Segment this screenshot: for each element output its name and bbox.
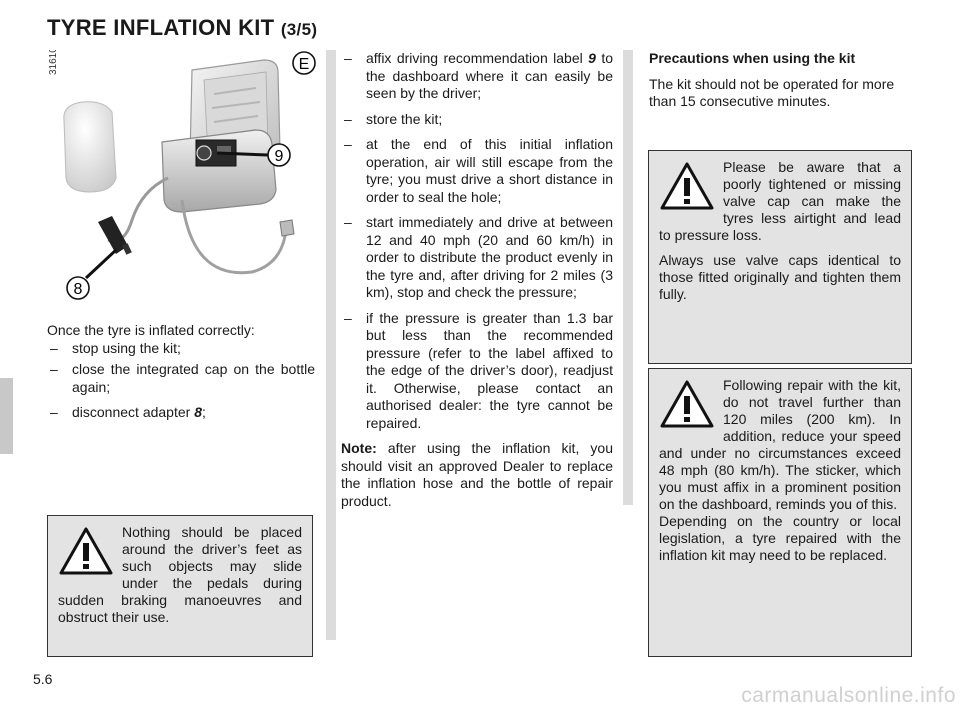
precautions-heading: Precautions when using the kit: [649, 50, 856, 66]
list-item: – start immediately and drive at between 12 and 40 mph (20 and 60 km/h) in order to distribute the product evenly in the tyre and, after driving for 2 miles (3 km), stop and check the pressure;: [341, 214, 613, 302]
warning-box-repair: [648, 368, 912, 657]
page-number: 5.6: [33, 671, 53, 687]
warning-text: Following repair with the kit, do not travel further than 120 miles (200 km). In addition, reduce your speed and under no circumstances exceed 48 mph (80 km/h). The sticker, which you must affix in a prominent position on the dashboard, reminds you of this.: [659, 377, 901, 512]
warning-box-valve: [648, 150, 912, 364]
item-end: ;: [202, 404, 206, 420]
note-paragraph: [341, 440, 613, 510]
warning-text: Nothing should be placed around the driver’s feet as such objects may slide under the pedals during sudden braking manoeuvres and obstruct their use.: [58, 524, 302, 625]
column-separator-right: [623, 50, 633, 505]
note-text: after using the inflation kit, you should visit an approved Dealer to replace the inflation hose and the bottle of repair product.: [341, 440, 613, 509]
list-item: [341, 50, 613, 103]
list-item: – close the integrated cap on the bottle again;: [47, 361, 315, 396]
kit-illustration: [42, 50, 317, 310]
column-3: [649, 50, 913, 119]
kit-drawing: [42, 50, 317, 310]
warning-text: Depending on the country or local legislation, a tyre repaired with the inflation kit may need to be replaced.: [659, 513, 901, 563]
warning-text: Always use valve caps identical to those fitted originally and tighten them fully.: [659, 252, 901, 302]
figure-ref-code: 31610: [48, 50, 59, 75]
item-text: affix driving recommendation label: [366, 50, 589, 66]
col1-intro: Once the tyre is inflated correctly:: [47, 322, 255, 338]
item-ref: 8: [194, 404, 202, 420]
callout-8: 8: [73, 281, 83, 298]
figure-label-e: E: [298, 56, 310, 73]
column-2: [341, 50, 613, 518]
warning-box-feet: [47, 515, 313, 657]
warning-triangle-icon: [58, 526, 114, 576]
col1-list: [47, 340, 315, 422]
list-item: [47, 404, 315, 422]
list-item: – if the pressure is greater than 1.3 bar but less than the recommended pressure (refer to the label affixed to the edge of the driver’s door), readjust it. Otherwise, please contact an authorised dealer: the tyre cannot be repaired.: [341, 310, 613, 433]
watermark: carmanualsonline.info: [741, 684, 956, 707]
item-ref: 9: [588, 50, 596, 66]
chapter-tab: [0, 378, 13, 454]
column-separator-left: [326, 50, 336, 640]
title-text: TYRE INFLATION KIT: [47, 15, 275, 40]
title-part: (3/5): [280, 20, 318, 39]
item-text: disconnect adapter: [72, 404, 195, 420]
warning-triangle-icon: [659, 379, 715, 429]
column-1: [47, 322, 315, 430]
list-item: – stop using the kit;: [47, 340, 315, 358]
page-title: [47, 15, 317, 41]
warning-text: Please be aware that a poorly tightened or missing valve cap can make the tyres less airtight and lead to pressure loss.: [659, 159, 901, 243]
callout-9: 9: [274, 148, 284, 165]
list-item: – at the end of this initial inflation operation, air will still escape from the tyre; you must drive a short distance in order to seal the hole;: [341, 136, 613, 206]
col2-list: [341, 50, 613, 432]
note-label: Note:: [341, 440, 377, 456]
precautions-text: The kit should not be operated for more than 15 consecutive minutes.: [649, 75, 895, 109]
item-end: to the dashboard where it can easily be seen by the driver;: [366, 50, 613, 101]
warning-triangle-icon: [659, 161, 715, 211]
list-item: – store the kit;: [341, 111, 613, 129]
